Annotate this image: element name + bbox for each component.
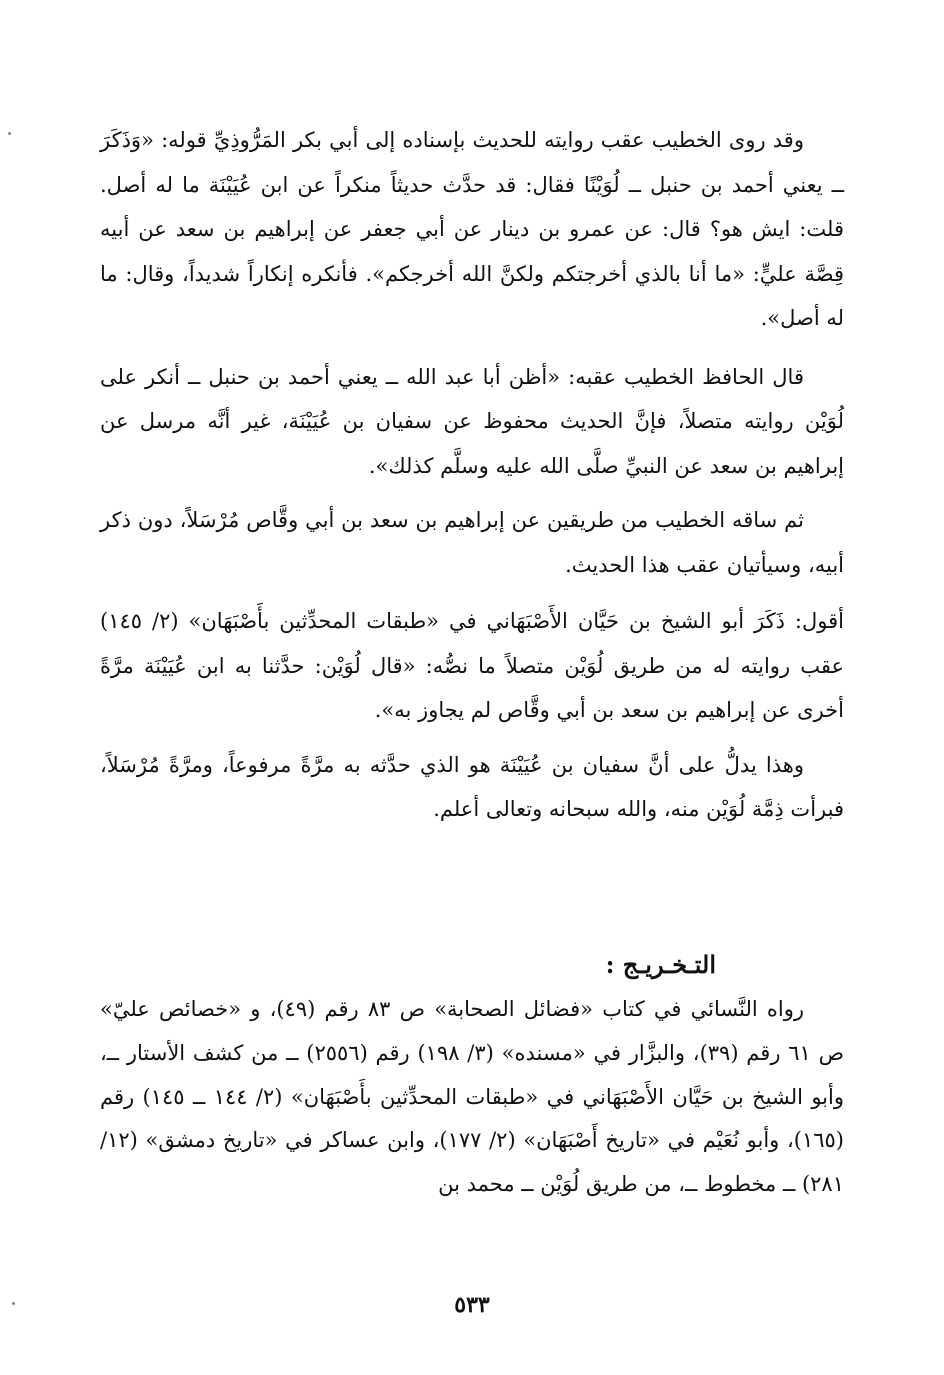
paragraph-marwazi-narration: وقد روى الخطيب عقب روايته للحديث بإسناده إلى أبي بكر المَرُّوذِيِّ قوله: «وَذَكَرَ ــ يعني أحمد بن حنبل ــ لُوَيْنًا فقال: قد حدَّث حديثاً منكراً عن ابن عُيَيْنَة ما له أصل. قلت: ايش هو؟ قال: عن عمرو بن دينار عن أبي جعفر عن إبراهيم بن سعد عن أبيه قِصَّة عليٍّ: «ما أنا بالذي أخرجتكم ولكنَّ الله أخرجكم». فأنكره إنكاراً شديداً، وقال: ما له أصل». (100, 128, 844, 330)
scan-speck (12, 1302, 15, 1305)
section-heading-takhrij: التـخـريـج : (605, 950, 716, 979)
page-number: ٥٣٣ (454, 1292, 490, 1318)
paragraph-takhrij: رواه النَّسائي في كتاب «فضائل الصحابة» ص ٨٣ رقم (٤٩)، و «خصائص عليّ» ص ٦١ رقم (٣٩)، والبزَّار في «مسنده» (٣/ ١٩٨) رقم (٢٥٥٦) ــ من كشف الأستار ــ، وأبو الشيخ بن حَيَّان الأَصْبَهَاني في «طبقات المحدِّثين بأَصْبَهَان» (٢/ ١٤٤ ــ ١٤٥) رقم (١٦٥)، وأبو نُعَيْم في «تاريخ أَصْبَهَان» (٢/ ١٧٧)، وابن عساكر في «تاريخ دمشق» (١٢/ ٢٨١) ــ مخطوط ــ، من طريق لُوَيْن ــ محمد بن (100, 997, 844, 1197)
paragraph-two-routes: ثم ساقه الخطيب من طريقين عن إبراهيم بن سعد بن أبي وقَّاص مُرْسَلاً، دون ذكر أبيه، وسيأتيان عقب هذا الحديث. (100, 508, 844, 577)
paragraph-conclusion: وهذا يدلُّ على أنَّ سفيان بن عُيَيْنَة هو الذي حدَّثه به مرَّةً مرفوعاً، ومرَّةً مُرْسَلاً، فبرأت ذِمَّة لُوَيْن منه، والله سبحانه وتعالى أعلم. (100, 752, 844, 821)
takhrij-section (100, 988, 844, 1207)
paragraph-author-remark: أقول: ذَكَرَ أبو الشيخ بن حَيَّان الأَصْبَهَاني في «طبقات المحدِّثين بأَصْبَهَان» (٢/ ١٤٥) عقب روايته له من طريق لُوَيْن متصلاً ما نصُّه: «قال لُوَيْن: حدَّثنا به ابن عُيَيْنَة مرَّةً أخرى عن إبراهيم بن سعد بن أبي وقَّاص لم يجاوز به». (100, 609, 844, 722)
body-text (100, 118, 844, 832)
paragraph-khatib-comment: قال الحافظ الخطيب عقبه: «أظن أبا عبد الله ــ يعني أحمد بن حنبل ــ أنكر على لُوَيْن روايته متصلاً، فإنَّ الحديث محفوظ عن سفيان بن عُيَيْنَة، غير أنَّه مرسل عن إبراهيم بن سعد عن النبيِّ صلَّى الله عليه وسلَّم كذلك». (100, 364, 844, 478)
scan-speck (8, 132, 11, 135)
